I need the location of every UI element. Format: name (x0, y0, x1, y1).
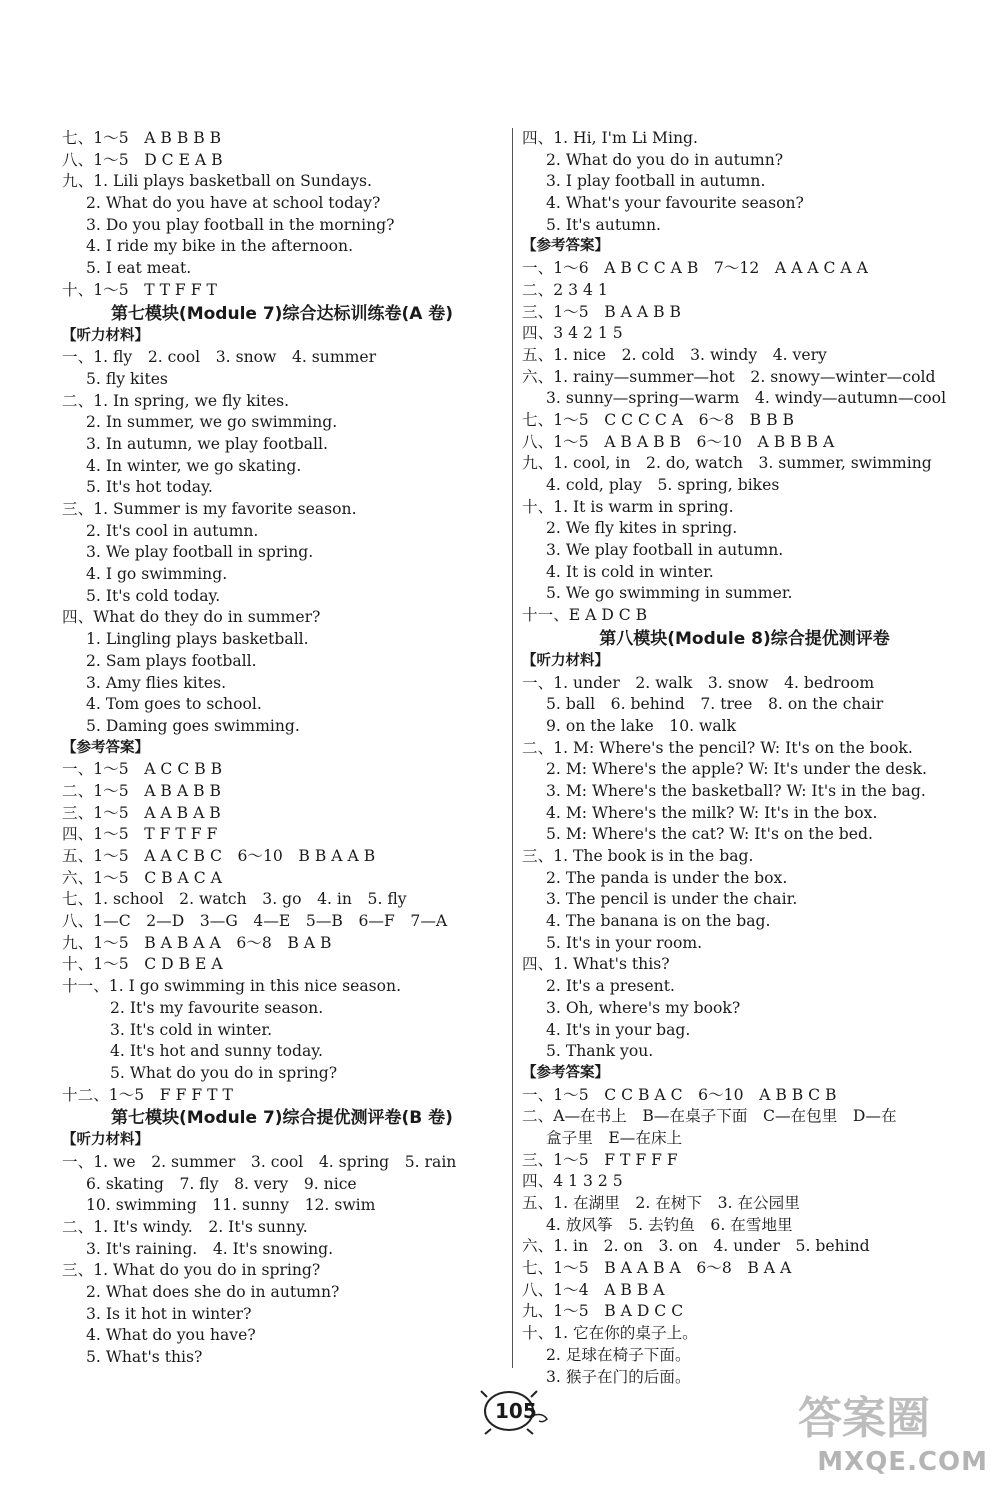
answer-line: 四、1～5 T F T F F (62, 825, 218, 844)
answer-line: 5. M: Where's the cat? W: It's on the bed. (546, 825, 873, 844)
answer-line: 四、1. What's this? (522, 955, 670, 974)
svg-text:答案圈: 答案圈 (798, 1393, 930, 1444)
answer-line: 三、1. Summer is my favorite season. (62, 500, 357, 518)
section-heading: 【参考答案】 (522, 1064, 609, 1081)
answer-line: 3. M: Where's the basketball? W: It's in the bag. (546, 781, 926, 800)
section-title: 第八模块(Module 8)综合提优测评卷 (599, 628, 890, 649)
column-divider (512, 128, 513, 1368)
answer-line: 4. 放风筝 5. 去钓鱼 6. 在雪地里 (546, 1215, 793, 1234)
answer-line: 九、1～5 B A B A A 6～8 B A B (62, 933, 332, 952)
answer-line: 5. Daming goes swimming. (86, 716, 300, 735)
answer-line: 六、1. rainy—summer—hot 2. snowy—winter—cold (522, 367, 936, 386)
answer-line: 4. What do you have? (86, 1326, 256, 1345)
answer-line: 七、1～5 C C C C A 6～8 B B B (522, 410, 794, 429)
answer-line: 二、1～5 A B A B B (62, 781, 221, 800)
answer-line: 七、1. school 2. watch 3. go 4. in 5. fly (62, 890, 407, 909)
answer-line: 一、1. under 2. walk 3. snow 4. bedroom (522, 673, 875, 692)
answer-line: 十、1～5 C D B E A (62, 955, 223, 974)
answer-line: 4. I go swimming. (86, 565, 228, 584)
answer-line: 2. What does she do in autumn? (86, 1283, 340, 1302)
answer-line: 四、3 4 2 1 5 (522, 324, 623, 343)
answer-line: 八、1—C 2—D 3—G 4—E 5—B 6—F 7—A (62, 912, 448, 931)
answer-line: 2. We fly kites in spring. (546, 519, 738, 538)
answer-line: 2. It's my favourite season. (110, 998, 324, 1017)
answer-line: 5. It's cold today. (86, 586, 221, 605)
section-heading: 【听力材料】 (62, 327, 149, 344)
answer-line: 4. It's in your bag. (546, 1020, 691, 1039)
answer-line: 二、1. M: Where's the pencil? W: It's on the book. (522, 738, 913, 757)
answer-line: 3. Oh, where's my book? (546, 998, 741, 1017)
answer-line: 3. In autumn, we play football. (86, 434, 328, 453)
answer-line: 3. I play football in autumn. (546, 172, 766, 191)
answer-line: 十、1. It is warm in spring. (522, 497, 734, 516)
answer-line: 2. The panda is under the box. (546, 868, 788, 887)
answer-line: 3. It's raining. 4. It's snowing. (86, 1239, 334, 1258)
answer-line: 五、1～5 A A C B C 6～10 B B A A B (62, 847, 376, 865)
answer-line: 3. Amy flies kites. (86, 673, 227, 692)
answer-line: 5. ball 6. behind 7. tree 8. on the chair (546, 695, 884, 714)
answer-line: 5. I eat meat. (86, 259, 192, 278)
answer-line: 3. Is it hot in winter? (86, 1304, 252, 1323)
answer-line: 十一、E A D C B (522, 606, 648, 625)
answer-line: 十、1～5 T T F F T (62, 280, 217, 299)
answer-line: 2. 足球在椅子下面。 (546, 1345, 691, 1364)
answer-line: 一、1. we 2. summer 3. cool 4. spring 5. rain (62, 1152, 457, 1171)
answer-line: 2. It's cool in autumn. (86, 521, 259, 540)
answer-line: 三、1～5 B A A B B (522, 302, 681, 321)
answer-line: 盒子里 E—在床上 (546, 1128, 683, 1147)
answer-line: 五、1. nice 2. cold 3. windy 4. very (522, 345, 827, 364)
answer-line: 二、1. It's windy. 2. It's sunny. (62, 1218, 308, 1236)
answer-line: 六、1～5 C B A C A (62, 868, 222, 887)
answer-line: 八、1～4 A B B A (522, 1280, 665, 1299)
answer-line: 二、A—在书上 B—在桌子下面 C—在包里 D—在 (522, 1107, 897, 1126)
answer-line: 三、1. The book is in the bag. (522, 847, 754, 865)
answer-line: 六、1. in 2. on 3. on 4. under 5. behind (522, 1237, 870, 1256)
answer-line: 十二、1～5 F F F T T (62, 1085, 233, 1104)
answer-line: 4. I ride my bike in the afternoon. (86, 237, 354, 256)
answer-line: 4. The banana is on the bag. (546, 912, 771, 931)
answer-line: 九、1～5 B A D C C (522, 1302, 684, 1321)
answer-line: 4. Tom goes to school. (86, 695, 262, 714)
answer-line: 5. It's in your room. (546, 933, 703, 952)
page-number-badge (473, 1385, 553, 1435)
answer-line: 4. In winter, we go skating. (86, 456, 302, 475)
answer-line: 七、1～5 B A A B A 6～8 B A A (522, 1259, 792, 1278)
answer-line: 4. cold, play 5. spring, bikes (546, 476, 780, 494)
answer-line: 3. It's cold in winter. (110, 1020, 273, 1039)
answer-line: 3. We play football in spring. (86, 543, 314, 562)
answer-line: 4. It is cold in winter. (546, 562, 714, 581)
answer-line: 9. on the lake 10. walk (546, 716, 737, 735)
section-title: 第七模块(Module 7)综合提优测评卷(B 卷) (111, 1108, 453, 1129)
answer-line: 10. swimming 11. sunny 12. swim (86, 1196, 376, 1215)
section-heading: 【听力材料】 (522, 652, 609, 669)
answer-line: 七、1～5 A B B B B (62, 129, 222, 147)
answer-line: 3. sunny—spring—warm 4. windy—autumn—cool (546, 389, 947, 408)
answer-line: 九、1. Lili plays basketball on Sundays. (62, 172, 372, 191)
answer-line: 三、1. What do you do in spring? (62, 1261, 321, 1280)
right-column (522, 128, 967, 1388)
answer-line: 3. 猴子在门的后面。 (546, 1367, 691, 1386)
answer-line: 九、1. cool, in 2. do, watch 3. summer, swimming (522, 454, 932, 473)
answer-line: 4. What's your favourite season? (546, 194, 804, 213)
answer-line: 二、1. In spring, we fly kites. (62, 391, 290, 410)
left-column (62, 128, 502, 1369)
answer-line: 一、1～5 C C B A C 6～10 A B B C B (522, 1085, 837, 1104)
answer-line: 四、4 1 3 2 5 (522, 1172, 623, 1191)
answer-line: 一、1. fly 2. cool 3. snow 4. summer (62, 348, 377, 367)
answer-line: 4. M: Where's the milk? W: It's in the box. (546, 803, 878, 822)
answer-line: 一、1～5 A C C B B (62, 760, 223, 779)
answer-line: 5. We go swimming in summer. (546, 584, 793, 603)
answer-line: 3. Do you play football in the morning? (86, 215, 395, 234)
answer-line: 2. What do you have at school today? (86, 194, 381, 213)
watermark (778, 1385, 988, 1477)
answer-line: 2. Sam plays football. (86, 651, 257, 670)
answer-line: 八、1～5 D C E A B (62, 150, 223, 169)
watermark-logo-icon (778, 1385, 988, 1445)
answer-line: 2. M: Where's the apple? W: It's under the desk. (546, 760, 927, 779)
section-heading: 【听力材料】 (62, 1132, 149, 1149)
answer-line: 5. What's this? (86, 1348, 203, 1367)
answer-line: 5. What do you do in spring? (110, 1063, 338, 1082)
answer-line: 四、1. Hi, I'm Li Ming. (522, 129, 698, 147)
answer-line: 2. What do you do in autumn? (546, 150, 784, 169)
answer-line: 十一、1. I go swimming in this nice season. (62, 977, 402, 996)
answer-line: 5. fly kites (86, 369, 168, 388)
answer-line: 四、What do they do in summer? (62, 608, 321, 627)
answer-line: 5. It's hot today. (86, 478, 213, 497)
section-title: 第七模块(Module 7)综合达标训练卷(A 卷) (110, 303, 454, 324)
answer-line: 2. It's a present. (546, 977, 675, 996)
answer-line: 6. skating 7. fly 8. very 9. nice (86, 1174, 357, 1193)
answer-line: 三、1～5 F T F F F (522, 1150, 678, 1169)
answer-line: 3. We play football in autumn. (546, 541, 784, 560)
section-heading: 【参考答案】 (62, 739, 149, 756)
answer-line: 3. The pencil is under the chair. (546, 890, 798, 909)
answer-line: 5. Thank you. (546, 1042, 654, 1061)
section-heading: 【参考答案】 (522, 238, 609, 255)
answer-line: 1. Lingling plays basketball. (86, 630, 309, 649)
answer-line: 八、1～5 A B A B B 6～10 A B B B A (522, 432, 835, 451)
page-number: 105 (495, 1399, 537, 1423)
answer-line: 5. It's autumn. (546, 215, 661, 234)
answer-line: 十、1. 它在你的桌子上。 (522, 1324, 698, 1343)
answer-line: 4. It's hot and sunny today. (110, 1042, 323, 1061)
answer-line: 五、1. 在湖里 2. 在树下 3. 在公园里 (522, 1194, 800, 1212)
answer-line: 二、2 3 4 1 (522, 280, 608, 299)
answer-line: 一、1～6 A B C C A B 7～12 A A A C A A (522, 259, 868, 278)
answer-line: 2. In summer, we go swimming. (86, 413, 338, 432)
answer-line: 三、1～5 A A B A B (62, 803, 221, 822)
watermark-url: MXQE.COM (817, 1447, 988, 1477)
